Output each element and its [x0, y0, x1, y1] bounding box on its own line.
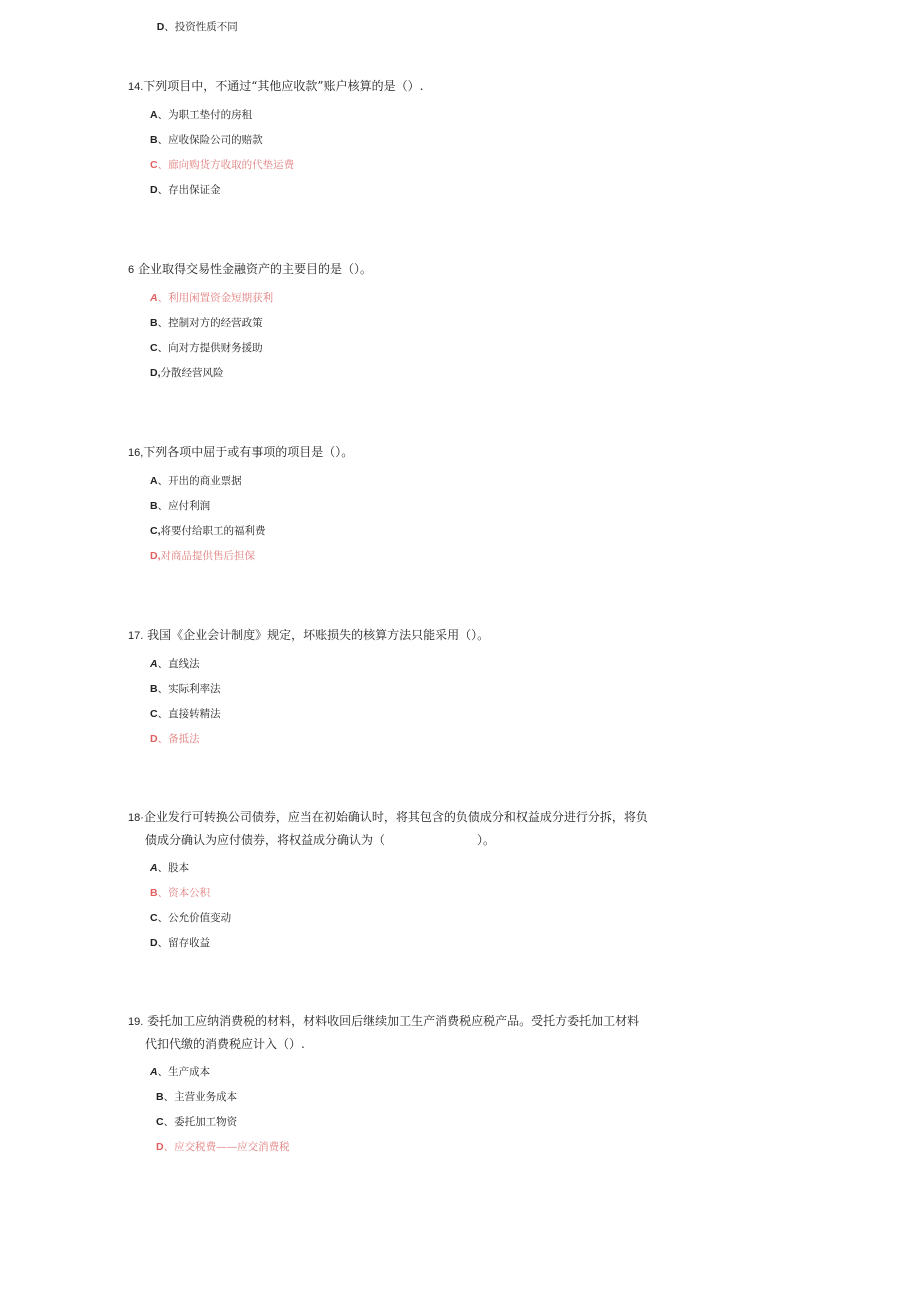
option-c-correct[interactable] — [128, 156, 688, 181]
option-text: 、实际利率法 — [157, 683, 221, 695]
option-text: 、公允价值变动 — [157, 912, 232, 924]
option-b[interactable] — [128, 1088, 688, 1113]
option-letter: B — [150, 500, 158, 512]
option-b[interactable] — [128, 131, 688, 156]
option-text: 、利用闲置资金短期获利 — [157, 292, 274, 304]
option-b[interactable] — [128, 314, 688, 339]
question-15 — [128, 258, 688, 389]
option-letter: A — [150, 475, 158, 487]
question-18 — [128, 806, 688, 959]
option-letter: A — [150, 658, 158, 670]
option-d[interactable] — [128, 181, 688, 206]
option-letter: C, — [150, 525, 161, 537]
option-letter: C — [150, 912, 158, 924]
option-a[interactable] — [128, 106, 688, 131]
option-letter: B — [150, 317, 158, 329]
option-text: 对商品提供售后担保 — [160, 550, 255, 562]
question-text: 16,下列各项中屈于或有事项的项目是（）。 — [128, 445, 354, 459]
options-list — [128, 106, 688, 206]
option-letter: C — [150, 159, 158, 171]
option-d-correct[interactable] — [128, 547, 688, 572]
options-list — [128, 1063, 688, 1163]
option-text: 、向对方提供财务援助 — [157, 342, 263, 354]
option-c[interactable] — [128, 1113, 688, 1138]
options-list — [128, 655, 688, 755]
question-text: 17. 我国《企业会计制度》规定，坏账损失的核算方法只能采用（）。 — [128, 628, 490, 642]
option-text: 、委托加工物资 — [163, 1116, 238, 1128]
option-text: 、备抵法 — [157, 733, 200, 745]
option-c[interactable] — [128, 339, 688, 364]
option-text: 、直接转精法 — [157, 708, 221, 720]
option-letter: A — [150, 1066, 158, 1078]
option-letter: D, — [150, 550, 161, 562]
option-letter: D, — [150, 367, 161, 379]
question-17 — [128, 624, 688, 755]
option-text: 、股本 — [157, 862, 190, 874]
option-letter: D — [156, 1141, 164, 1153]
option-text: 、留存收益 — [157, 937, 211, 949]
option-c[interactable] — [128, 705, 688, 730]
option-letter: D — [150, 937, 158, 949]
option-text: 、投资性质不同 — [164, 21, 238, 33]
options-list — [128, 859, 688, 959]
option-letter: D — [150, 184, 158, 196]
question-14 — [128, 75, 688, 206]
option-a[interactable] — [128, 1063, 688, 1088]
option-text: 、开出的商业票据 — [157, 475, 242, 487]
question-16 — [128, 441, 688, 572]
option-text: 、控制对方的经营政策 — [157, 317, 263, 329]
option-c[interactable] — [128, 522, 688, 547]
option-d — [150, 0, 238, 33]
option-text: 、直线法 — [157, 658, 200, 670]
option-d-correct[interactable] — [128, 1138, 688, 1163]
question-text: 14.下列项目中，不通过“其他应收款”账户核算的是（）. — [128, 79, 424, 93]
option-text: 将要付给职工的福利费 — [160, 525, 266, 537]
question-text: 19. 委托加工应纳消费税的材料，材料收回后继续加工生产消费税应税产品。受托方委托加工材料 — [128, 1014, 640, 1028]
option-text: 分散经营风险 — [160, 367, 224, 379]
question-text-continued: 代扣代缴的消费税应计入（）. — [145, 1037, 305, 1051]
option-letter: D — [150, 733, 158, 745]
option-text: 、存出保证金 — [157, 184, 221, 196]
option-letter: B — [156, 1091, 164, 1103]
option-text: 、主营业务成本 — [163, 1091, 238, 1103]
question-text: 6 企业取得交易性金融资产的主要目的是（）。 — [128, 262, 372, 276]
option-letter: D — [156, 21, 165, 33]
option-letter: A — [150, 292, 158, 304]
option-text: 、资本公积 — [157, 887, 211, 899]
option-letter: A — [150, 109, 158, 121]
option-text: 、应交税费——应交消费税 — [163, 1141, 290, 1153]
option-a-correct[interactable] — [128, 289, 688, 314]
question-text-continued: 债成分确认为应付债券，将权益成分确认为（ ）。 — [145, 833, 496, 847]
option-letter: C — [150, 708, 158, 720]
option-a[interactable] — [128, 859, 688, 884]
option-letter: B — [150, 683, 158, 695]
option-d-correct[interactable] — [128, 730, 688, 755]
option-text: 、应付利润 — [157, 500, 211, 512]
option-letter: A — [150, 862, 158, 874]
options-list — [128, 289, 688, 389]
option-a[interactable] — [128, 655, 688, 680]
option-c[interactable] — [128, 909, 688, 934]
option-b[interactable] — [128, 680, 688, 705]
option-d[interactable] — [128, 364, 688, 389]
option-b-correct[interactable] — [128, 884, 688, 909]
option-text: 、为职工垫付的房租 — [157, 109, 253, 121]
option-b[interactable] — [128, 497, 688, 522]
options-list — [128, 472, 688, 572]
option-text: 、应收保险公司的赔款 — [157, 134, 263, 146]
option-letter: C — [150, 342, 158, 354]
option-text: 、廊向购货方收取的代垫运费 — [157, 159, 295, 171]
option-d[interactable] — [128, 934, 688, 959]
option-a[interactable] — [128, 472, 688, 497]
option-letter: B — [150, 134, 158, 146]
option-letter: C — [156, 1116, 164, 1128]
option-text: 、生产成本 — [157, 1066, 211, 1078]
question-19 — [128, 1010, 688, 1163]
question-text: 18·企业发行可转换公司债券，应当在初始确认时，将其包含的负债成分和权益成分进行分拆，将负 — [128, 810, 648, 824]
option-letter: B — [150, 887, 158, 899]
